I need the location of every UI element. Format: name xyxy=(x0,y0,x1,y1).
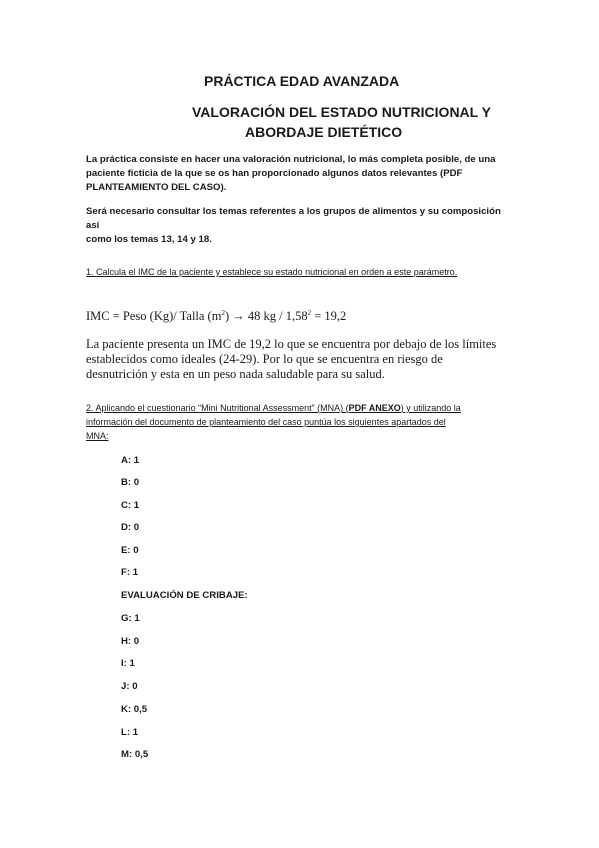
mna-item-c: C: 1 xyxy=(121,500,140,511)
formula-result: = 19,2 xyxy=(311,309,347,323)
question-2 xyxy=(86,401,526,443)
mna-item-l: L: 1 xyxy=(121,727,139,738)
document-title: PRÁCTICA EDAD AVANZADA xyxy=(204,73,400,89)
mna-item-b: B: 0 xyxy=(121,477,140,488)
mna-item-f: F: 1 xyxy=(121,567,139,578)
mna-item-e: E: 0 xyxy=(121,545,139,556)
question-2-line2: información del documento de planteamiento del caso puntúa los siguientes apartados del xyxy=(86,417,446,427)
intro-p2-line1: Será necesario consultar los temas referentes a los grupos de alimentos y su composición así xyxy=(86,206,501,231)
formula-exponent-2: 2 xyxy=(307,308,312,317)
formula-exponent-1: 2 xyxy=(221,308,225,317)
answer-1-line1: La paciente presenta un IMC de 19,2 lo que se encuentra por debajo de los límites xyxy=(86,337,497,351)
mna-item-i: I: 1 xyxy=(121,658,135,669)
answer-1-line3: desnutrición y esta en un peso nada saludable para su salud. xyxy=(86,367,385,381)
mna-item-k: K: 0,5 xyxy=(121,704,148,715)
mna-item-m: M: 0,5 xyxy=(121,749,149,760)
answer-1 xyxy=(86,337,526,382)
intro-p2-line2: como los temas 13, 14 y 18. xyxy=(86,234,212,245)
question-2-text-a: 2. Aplicando el cuestionario “Mini Nutritional Assessment” (MNA) ( xyxy=(86,403,349,413)
intro-paragraph-2 xyxy=(86,205,516,247)
mna-item-h: H: 0 xyxy=(121,636,140,647)
document-subtitle-line2: ABORDAJE DIETÉTICO xyxy=(245,124,403,140)
formula-prefix: IMC = Peso (Kg)/ Talla (m xyxy=(86,309,222,323)
intro-p1-line3: PLANTEAMIENTO DEL CASO). xyxy=(86,182,227,193)
question-2-pdf-annex: PDF ANEXO xyxy=(348,403,401,413)
question-2-line3: MNA: xyxy=(86,431,109,441)
question-2-text-b: ) y utilizando la xyxy=(400,403,461,413)
intro-p1-line2: paciente ficticia de la que se os han proporcionado algunos datos relevantes (PDF xyxy=(86,168,463,179)
formula-middle: ) → 48 kg / 1,58 xyxy=(224,309,308,323)
mna-item-g: G: 1 xyxy=(121,613,140,624)
document-subtitle-line1: VALORACIÓN DEL ESTADO NUTRICIONAL Y xyxy=(192,104,491,120)
evaluation-heading: EVALUACIÓN DE CRIBAJE: xyxy=(121,590,248,601)
answer-1-line2: establecidos como ideales (24-29). Por lo que se encuentra en riesgo de xyxy=(86,352,443,366)
question-1: 1. Calcula el IMC de la paciente y establece su estado nutricional en orden a este parámetro. xyxy=(86,267,458,277)
intro-p1-line1: La práctica consiste en hacer una valoración nutricional, lo más completa posible, de una xyxy=(86,154,496,165)
question-2-line1 xyxy=(86,401,526,415)
mna-item-a: A: 1 xyxy=(121,455,140,466)
intro-paragraph-1 xyxy=(86,153,516,195)
imc-formula xyxy=(86,309,346,324)
mna-item-j: J: 0 xyxy=(121,681,138,692)
mna-item-d: D: 0 xyxy=(121,522,140,533)
